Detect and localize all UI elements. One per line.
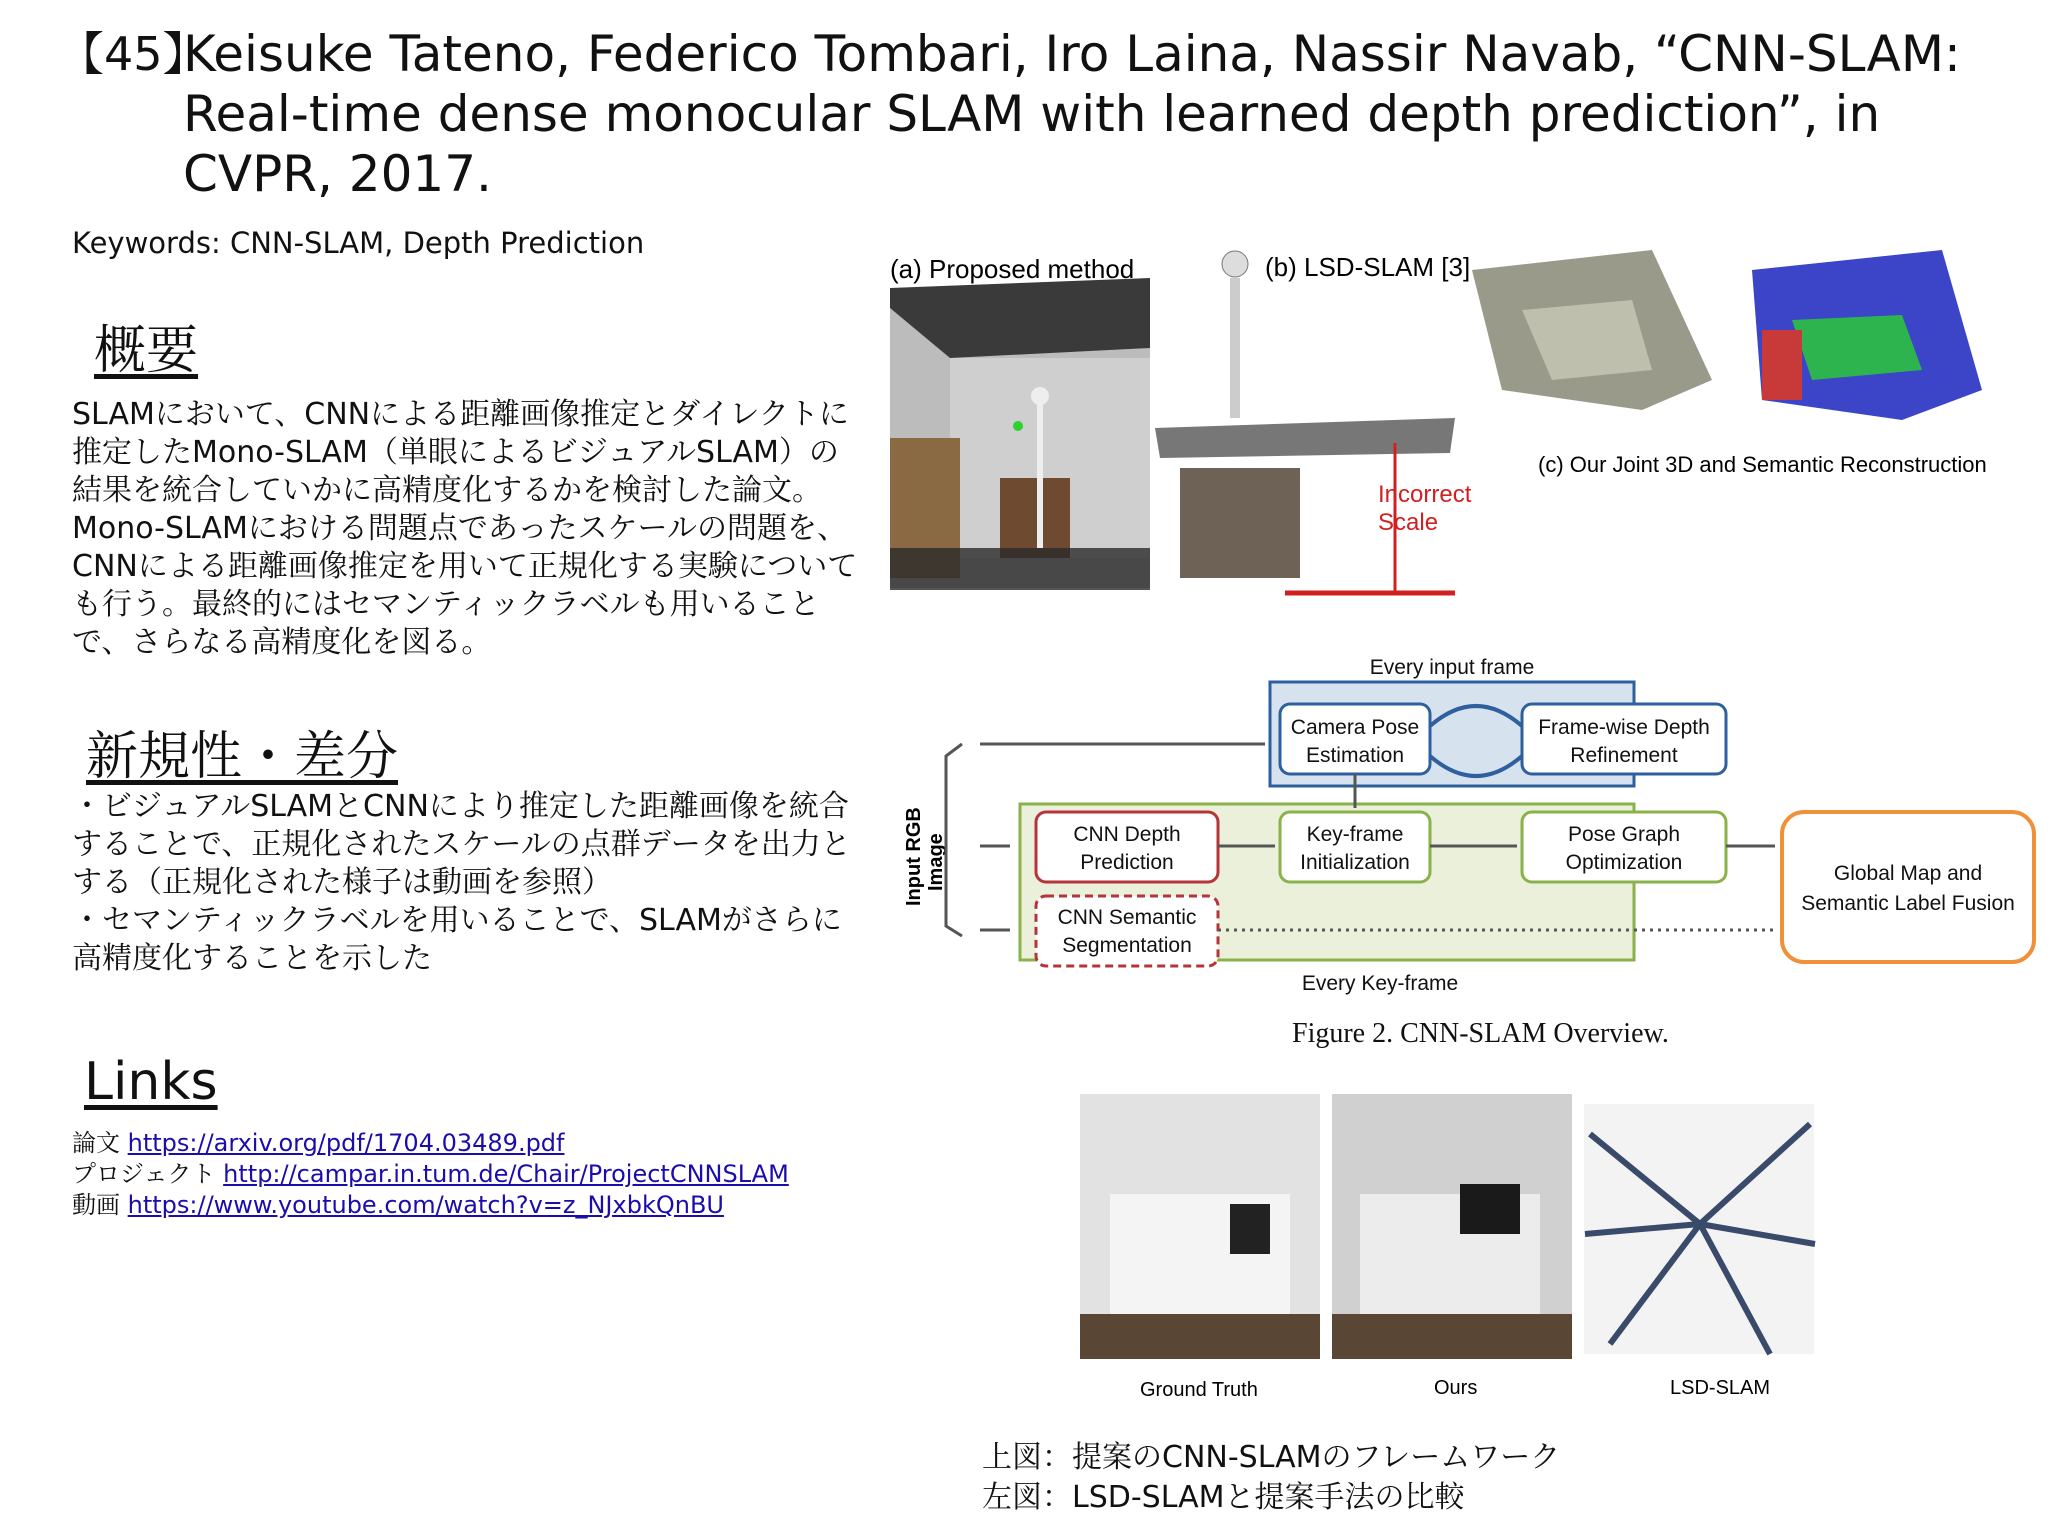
ours-floor (1332, 1314, 1572, 1359)
label-c: (c) Our Joint 3D and Semantic Reconstruction (1538, 452, 1987, 477)
link-row-project (72, 1159, 789, 1190)
gt-monitor (1230, 1204, 1270, 1254)
figure-reconstruction-comparison (1070, 1074, 1830, 1404)
figure-comparison-ab (890, 248, 1472, 598)
novelty-heading: 新規性・差分 (86, 727, 399, 787)
semantic-line2: Segmentation (1062, 934, 1192, 957)
paper-citation: Keisuke Tateno, Federico Tombari, Iro Laina, Nassir Navab, “CNN-SLAM: Real-time dense monocular SLAM with learned depth prediction”, in CVPR, 2017. (183, 25, 1961, 203)
overview-text: SLAMにおいて、CNNによる距離画像推定とダイレクトに 推定したMono-SLAM（単眼によるビジュアルSLAM）の 結果を統合していかに高精度化するかを検討した論文。 Mono-SLAMにおける問題点であったスケールの問題を、 CNNによる距離画像推定を用いて正規化する実験について も行う。最終的にはセマンティックラベルも用いること で、さらなる高精度化を図る。 (72, 397, 858, 660)
posegraph-line1: Pose Graph (1567, 823, 1681, 846)
input-bracket (946, 744, 962, 936)
incorrect-label: Incorrect (1378, 481, 1472, 508)
figure2-caption: Figure 2. CNN-SLAM Overview. (1292, 1018, 1669, 1049)
paper-link[interactable]: https://arxiv.org/pdf/1704.03489.pdf (127, 1129, 565, 1157)
label-ours: Ours (1434, 1377, 1478, 1399)
figure-semantic-c (1462, 240, 2022, 490)
video-link[interactable]: https://www.youtube.com/watch?v=z_NJxbkQnBU (127, 1191, 724, 1219)
link-label-video: 動画 (72, 1191, 128, 1219)
caption-upper-figure: 上図：提案のCNN-SLAMのフレームワーク (982, 1440, 1561, 1475)
label-ground-truth: Ground Truth (1140, 1379, 1258, 1401)
reference-number: 【45】 (58, 27, 209, 81)
cnn-slam-pipeline-diagram (890, 656, 2040, 1016)
skeleton-head-a (1031, 387, 1049, 405)
keyframe-line1: Key-frame (1306, 823, 1404, 846)
every-input-frame-label: Every input frame (1369, 656, 1535, 679)
ours-monitor (1460, 1184, 1520, 1234)
gt-floor (1080, 1314, 1320, 1359)
global-line2: Semantic Label Fusion (1801, 892, 2015, 915)
novelty-text: ・ビジュアルSLAMとCNNにより推定した距離画像を統合 することで、正規化されたスケールの点群データを出力と する（正規化された様子は動画を参照） ・セマンティックラベルを用いることで、SLAMがさらに 高精度化することを示した (72, 789, 851, 976)
link-label-project: プロジェクト (72, 1160, 224, 1188)
camera-pose-line2: Estimation (1305, 744, 1405, 767)
floor-a (890, 548, 1150, 590)
keyframe-line2: Initialization (1300, 851, 1410, 874)
semantic-line1: CNN Semantic (1057, 906, 1197, 929)
semantic-red (1762, 330, 1802, 400)
links-heading: Links (84, 1052, 218, 1112)
objects-b (1180, 468, 1300, 578)
link-label-paper: 論文 (72, 1129, 128, 1157)
input-image-label: Image (925, 833, 947, 891)
cnn-depth-line1: CNN Depth (1073, 823, 1181, 846)
global-map-box (1782, 812, 2034, 962)
link-row-video (72, 1190, 724, 1221)
framewise-line2: Refinement (1570, 744, 1678, 767)
table (1000, 478, 1070, 558)
every-keyframe-label: Every Key-frame (1301, 972, 1459, 995)
green-marker (1013, 421, 1023, 431)
input-rgb-label: Input RGB (903, 807, 925, 906)
caption-left-figure: 左図：LSD-SLAMと提案手法の比較 (982, 1480, 1465, 1515)
label-lsd-slam: LSD-SLAM (1670, 1377, 1771, 1399)
posegraph-line2: Optimization (1565, 851, 1683, 874)
framewise-line1: Frame-wise Depth (1538, 716, 1710, 739)
semantic-green (1792, 315, 1922, 380)
label-a: (a) Proposed method (890, 254, 1135, 284)
global-line1: Global Map and (1833, 862, 1983, 885)
keywords: Keywords: CNN-SLAM, Depth Prediction (72, 226, 645, 260)
label-b: (b) LSD-SLAM [3] (1265, 252, 1471, 282)
cnn-depth-line2: Prediction (1080, 851, 1174, 874)
project-link[interactable]: http://campar.in.tum.de/Chair/ProjectCNNSLAM (223, 1160, 789, 1188)
camera-pose-line1: Camera Pose (1290, 716, 1420, 739)
overview-heading: 概要 (94, 321, 199, 381)
skeleton-head-b (1222, 251, 1248, 277)
scale-label: Scale (1378, 509, 1439, 536)
link-row-paper (72, 1128, 565, 1159)
